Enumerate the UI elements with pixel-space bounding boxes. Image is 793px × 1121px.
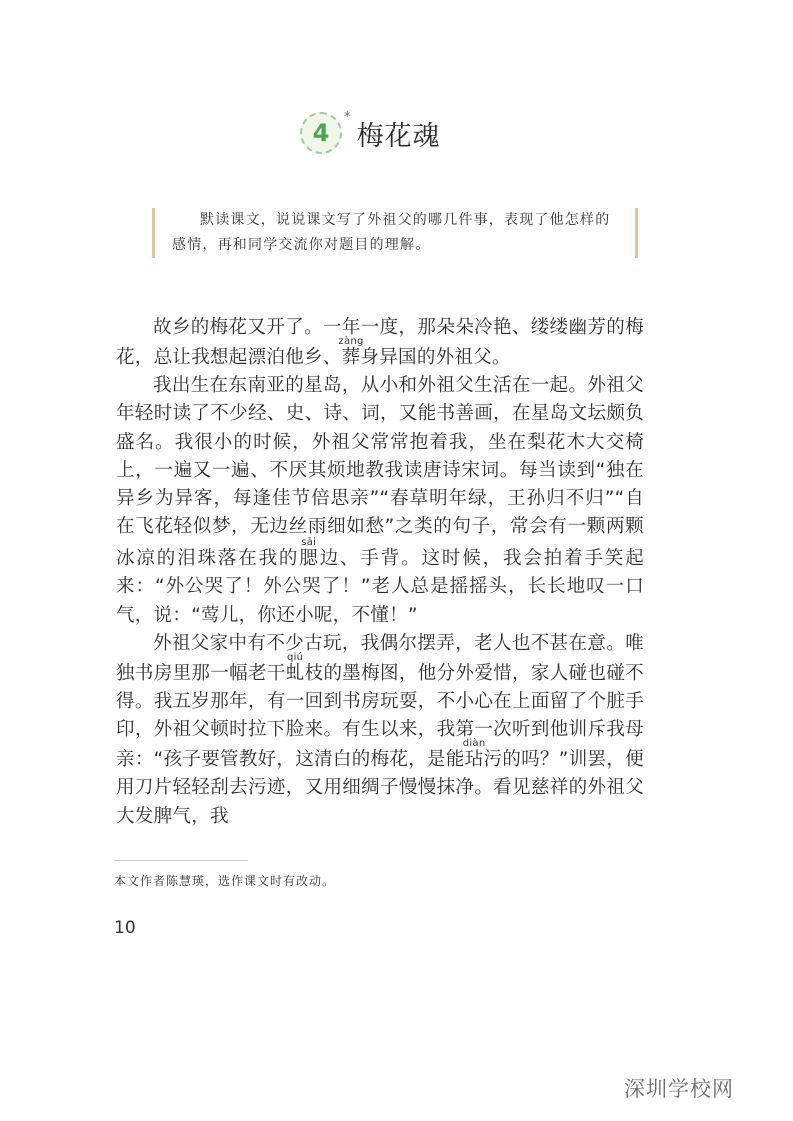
- lesson-header: [300, 112, 441, 154]
- pinyin-annotation: [338, 336, 364, 368]
- paragraph-text: 我出生在东南亚的星岛，从小和外祖父生活在一起。外祖父年轻时读了不少经、史、诗、词，又能书善画，在星岛文坛颇负盛名。我很小的时候，外祖父常常抱着我，坐在梨花木大交椅上，一遍又一遍、不厌其烦地教我读唐诗宋词。每当读到“独在异乡为异客，每逢佳节倍思亲”“春草明年绿，王孙归不归”“自在飞花轻似梦，无边丝雨细如愁”之类的句子，常会有一颗两颗冰凉的泪珠落在我的: [116, 375, 644, 570]
- pinyin-annotation: [285, 651, 305, 684]
- paragraph-text: 身异国的外祖父。: [360, 347, 511, 368]
- reading-prompt-box: [152, 208, 638, 260]
- reading-prompt-text: 默读课文，说说课文写了外祖父的哪几件事，表现了他怎样的感情，再和同学交流你对题目的理解。: [172, 212, 611, 253]
- pinyin-annotation: [462, 738, 486, 771]
- lesson-title: 梅花魂: [356, 120, 441, 152]
- paragraph-text: 污的吗？”训罢，便用刀片轻轻刮去污迹，又用细绸子慢慢抹净。看见慈祥的外祖父大发脾气，我: [116, 749, 644, 827]
- annotated-char: 葬: [338, 347, 364, 368]
- page-number: 10: [114, 918, 136, 938]
- pinyin: qiú: [285, 651, 305, 663]
- pinyin: sāi: [299, 537, 319, 549]
- prompt-right-bar: [635, 208, 638, 258]
- annotated-char: 腮: [299, 548, 320, 570]
- pinyin: diàn: [462, 738, 486, 750]
- watermark: 深圳学校网: [624, 1077, 734, 1101]
- footnote-divider: [114, 860, 248, 861]
- footnote: 本文作者陈慧瑛，选作课文时有改动。: [114, 874, 336, 888]
- paragraph-1: [116, 314, 644, 372]
- paragraph-text: 边、手背。这时候，我会拍着手笑起来：“外公哭了！外公哭了！”老人总是摇摇头，长长地叹一口气，说：“莺儿，你还小呢，不懂！”: [116, 548, 644, 626]
- paragraph-text: 枝的墨梅图，他分外爱惜，家人碰也碰不得。我五岁那年，有一回到书房玩耍，不小心在上面留了个脏手印，外祖父顿时拉下脸来。有生以来，我第一次听到他训斥我母亲：“孩子要管教好，这清白的梅花，是能: [116, 662, 644, 771]
- lesson-number-badge: 4: [300, 112, 342, 154]
- paragraph-text: 故乡的梅花又开了。一年一度，那朵朵冷艳、缕缕幽芳的梅花，总让我想起漂泊他乡、: [116, 317, 644, 368]
- pinyin: zàng: [338, 336, 364, 347]
- prompt-left-bar: [152, 208, 155, 258]
- lesson-body: [116, 314, 644, 831]
- paragraph-3: [116, 630, 644, 831]
- paragraph-2: [116, 372, 644, 630]
- paragraph-text: 外祖父家中有不少古玩，我偶尔摆弄，老人也不甚在意。唯独书房里那一幅老干: [116, 632, 644, 684]
- annotated-char: 玷: [462, 749, 486, 771]
- pinyin-annotation: [299, 537, 320, 570]
- annotated-char: 虬: [285, 662, 305, 684]
- optional-lesson-marker: *: [344, 110, 351, 125]
